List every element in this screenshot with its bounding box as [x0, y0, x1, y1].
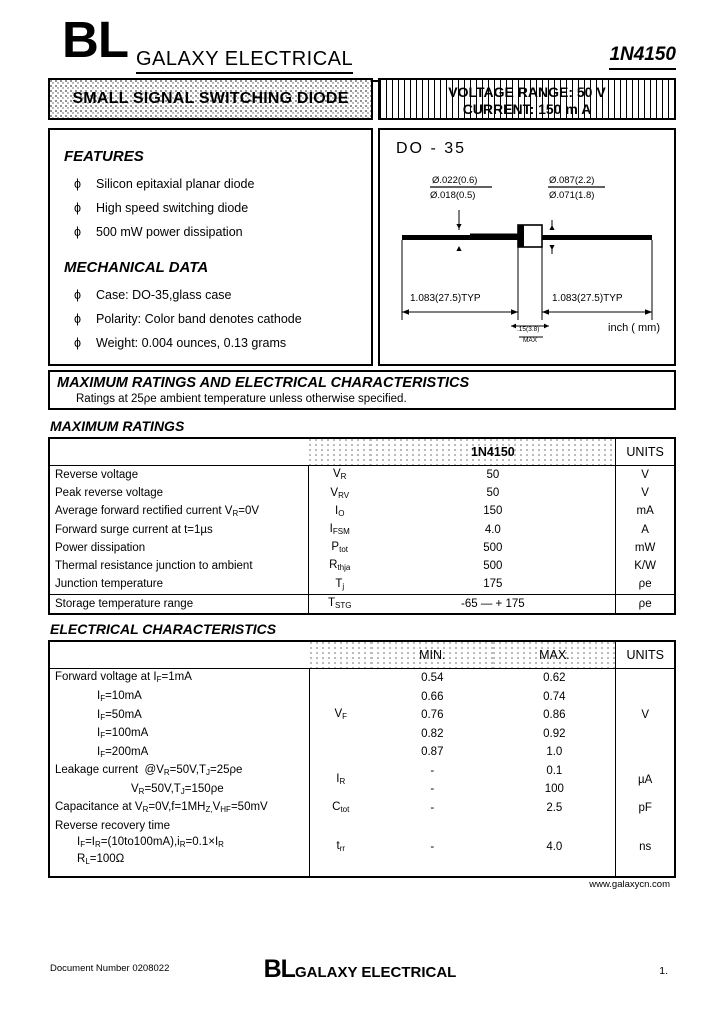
units-note: inch ( mm) — [608, 322, 660, 334]
lead-length-left: 1.083(27.5)TYP — [410, 293, 481, 304]
document-number: Document Number 0208022 — [50, 963, 170, 974]
c1b: =I — [85, 836, 96, 848]
symbol-sub: F — [342, 712, 348, 722]
symbol-base: V — [334, 708, 343, 721]
banner-title: MAXIMUM RATINGS AND ELECTRICAL CHARACTERISTICS — [57, 375, 470, 391]
bullet-icon: ϕ — [74, 288, 82, 302]
list-item — [72, 172, 254, 196]
table-row — [50, 465, 674, 484]
recovery-condition-2 — [55, 853, 309, 866]
symbol-base: I — [336, 773, 340, 786]
cond-sym: I — [97, 690, 101, 702]
row-unit: V — [616, 484, 674, 502]
row-symbol — [309, 575, 371, 594]
package-name: DO - 35 — [396, 140, 467, 157]
row-desc: Thermal resistance junction to ambient — [55, 559, 253, 572]
mechanical-text: Polarity: Color band denotes cathode — [96, 312, 302, 326]
row-symbol — [309, 465, 371, 484]
body-diameter-max: Ø.087(2.2) — [549, 175, 595, 186]
cond-sub: F — [100, 712, 106, 722]
row-min: 0.82 — [421, 727, 444, 740]
lead-length-right: 1.083(27.5)TYP — [552, 293, 623, 304]
cond-prefix: @V — [144, 764, 164, 777]
row-value: 4.0 — [484, 523, 501, 536]
table-row — [50, 539, 674, 557]
row-desc — [50, 761, 310, 780]
cond-prefix: V — [131, 782, 139, 795]
row-min: - — [430, 783, 435, 796]
row-value: 500 — [483, 541, 503, 554]
row-desc — [50, 780, 310, 799]
cond-sub2: J — [206, 768, 210, 778]
row-min: 0.76 — [421, 709, 444, 722]
features-list — [72, 172, 254, 244]
row-desc-sub3: HF — [220, 805, 231, 815]
row-max: 0.74 — [543, 690, 566, 703]
row-desc — [50, 706, 310, 725]
c2a: R — [77, 853, 86, 865]
header-part-number: 1N4150 — [370, 439, 615, 465]
row-value: 500 — [483, 559, 503, 572]
table-row — [50, 668, 674, 687]
row-value: 150 — [483, 505, 503, 518]
mechanical-list — [72, 283, 302, 355]
recovery-label: Reverse recovery time — [55, 820, 171, 832]
cond-value: =50mA — [105, 708, 142, 721]
row-unit: ns — [616, 817, 674, 876]
table-row — [50, 798, 674, 817]
c2s: L — [85, 857, 90, 866]
row-unit: ρe — [616, 594, 674, 613]
header-desc — [50, 439, 309, 465]
header-min: MIN. — [371, 642, 493, 668]
row-max: 0.62 — [493, 668, 616, 687]
row-unit: mA — [616, 502, 674, 520]
row-max: 1.0 — [546, 746, 563, 759]
row-desc-main: Leakage current — [55, 764, 139, 777]
table-row — [50, 761, 674, 780]
row-unit: K/W — [616, 557, 674, 575]
c1d: =0.1×I — [185, 836, 219, 848]
list-item — [72, 307, 302, 331]
symbol-base: T — [327, 597, 335, 610]
symbol-sub: RV — [338, 490, 350, 500]
row-desc-sub: R — [142, 805, 149, 815]
bl-logo: BL — [62, 11, 128, 68]
row-desc: Reverse voltage — [50, 465, 309, 484]
table-header-row — [50, 642, 674, 668]
feature-text: High speed switching diode — [96, 201, 249, 215]
page-header — [48, 11, 676, 74]
table-row — [50, 817, 674, 876]
row-max: 0.1 — [546, 764, 563, 777]
row-min: - — [430, 764, 435, 777]
row-desc — [50, 798, 310, 817]
table-row — [50, 502, 674, 520]
symbol-sub: tot — [339, 545, 348, 555]
row-desc-main: Capacitance at V — [55, 801, 143, 814]
cond-sub: R — [163, 768, 170, 778]
symbol-base: V — [330, 486, 339, 499]
symbol-sub: rr — [339, 844, 346, 853]
max-ratings-label: MAXIMUM RATINGS — [50, 418, 185, 434]
features-heading: FEATURES — [64, 148, 144, 165]
row-desc-mid2: V — [212, 801, 221, 814]
row-desc — [50, 724, 310, 743]
header-sym-filler — [310, 642, 372, 668]
row-unit: ρe — [616, 575, 674, 594]
row-max: 100 — [544, 783, 564, 796]
row-desc-mid: =0V,f=1MH — [148, 801, 206, 814]
table-row — [50, 484, 674, 502]
row-desc: Forward surge current at t=1µs — [55, 523, 213, 536]
footer-brand-name: GALAXY ELECTRICAL — [294, 964, 457, 981]
row-unit: mW — [616, 539, 674, 557]
bullet-icon: ϕ — [74, 177, 82, 191]
bullet-icon: ϕ — [74, 312, 82, 326]
row-unit: V — [616, 465, 674, 484]
electrical-characteristics-table — [48, 640, 676, 878]
current-text: CURRENT: 150 m A — [462, 101, 592, 117]
row-desc-tail: =50mV — [230, 801, 268, 814]
cond-sub2: J — [180, 786, 185, 796]
product-title: SMALL SIGNAL SWITCHING DIODE — [72, 90, 349, 107]
body-diameter-min: Ø.071(1.8) — [549, 190, 595, 201]
bullet-icon: ϕ — [74, 225, 82, 239]
row-desc — [50, 668, 310, 687]
mechanical-text: Case: DO-35,glass case — [96, 288, 232, 302]
row-symbol — [309, 502, 371, 520]
c1a: I — [77, 836, 81, 848]
cond-sym: I — [97, 708, 101, 721]
ratings-banner — [48, 370, 676, 410]
cond-value: =200mA — [105, 745, 149, 758]
row-desc — [50, 743, 310, 762]
symbol-sub: R — [340, 472, 347, 482]
c1s3: R — [179, 840, 186, 849]
c2b: =100Ω — [89, 853, 125, 865]
page-number: 1. — [659, 965, 668, 977]
company-brand: GALAXY ELECTRICAL — [136, 48, 353, 74]
row-symbol — [310, 817, 372, 876]
row-desc: Junction temperature — [55, 578, 164, 591]
row-desc-main: Forward voltage at I — [55, 671, 157, 684]
max-ratings-table — [48, 437, 676, 615]
row-desc-tail: =1mA — [161, 671, 192, 684]
row-value: 50 — [486, 487, 500, 500]
symbol-base: I — [335, 504, 339, 517]
symbol-sub: thja — [337, 563, 351, 573]
mechanical-heading: MECHANICAL DATA — [64, 259, 209, 276]
recovery-condition-1 — [55, 836, 309, 849]
header-units: UNITS — [616, 642, 674, 668]
cond-value: =100mA — [105, 727, 149, 740]
body-length-value: .15(3.8) — [517, 326, 540, 333]
row-min: 0.87 — [421, 746, 444, 759]
row-value: 50 — [370, 465, 615, 484]
symbol-sub: R — [339, 777, 346, 787]
row-max: 4.0 — [546, 840, 563, 853]
row-unit: V — [616, 668, 674, 761]
row-min: - — [430, 801, 435, 814]
cond-value: =10mA — [105, 690, 142, 702]
row-desc: Storage temperature range — [50, 594, 309, 613]
header-units: UNITS — [616, 439, 674, 465]
row-symbol — [310, 761, 372, 798]
mechanical-text: Weight: 0.004 ounces, 0.13 grams — [96, 336, 287, 350]
header-sym-filler — [309, 439, 371, 465]
symbol-base: t — [336, 840, 340, 852]
website-url[interactable]: www.galaxycn.com — [589, 879, 670, 890]
c1c: =(10to100mA),i — [100, 836, 180, 848]
row-value: -65 — + 175 — [370, 594, 615, 613]
row-desc-sub: F — [156, 675, 162, 685]
footer-brand — [0, 955, 720, 984]
row-desc — [50, 817, 310, 876]
part-number: 1N4150 — [609, 44, 676, 70]
list-item — [72, 220, 254, 244]
banner-subtitle: Ratings at 25ρe ambient temperature unless otherwise specified. — [76, 393, 407, 405]
row-symbol — [309, 539, 371, 557]
list-item — [72, 331, 302, 355]
symbol-sub: j — [342, 581, 345, 591]
row-max: 0.86 — [543, 709, 566, 722]
cond-tail: =150ρe — [184, 782, 224, 795]
lead-diameter-min: Ø.018(0.5) — [430, 190, 476, 201]
lead-diameter-max: Ø.022(0.6) — [432, 175, 478, 186]
row-symbol — [309, 520, 371, 538]
electrical-characteristics-label: ELECTRICAL CHARACTERISTICS — [50, 621, 277, 637]
package-drawing-panel — [378, 128, 676, 366]
rating-summary-box — [378, 78, 676, 120]
cond-sym: I — [97, 745, 101, 758]
row-symbol — [309, 594, 371, 613]
row-value: 175 — [483, 578, 503, 591]
row-symbol — [310, 668, 372, 761]
cond-sym: I — [97, 727, 101, 740]
symbol-sub: tot — [340, 805, 350, 815]
row-desc — [50, 687, 310, 706]
cond-tail: =25ρe — [210, 764, 243, 777]
row-max: 0.92 — [543, 727, 566, 740]
row-min: 0.66 — [421, 690, 444, 703]
row-desc-main: Average forward rectified current V — [55, 504, 233, 517]
table-row — [50, 594, 674, 613]
cond-mid: =50V,T — [169, 764, 206, 777]
cond-mid: =50V,T — [144, 782, 181, 795]
row-symbol — [310, 798, 372, 817]
features-panel — [48, 128, 373, 366]
row-min: - — [430, 840, 435, 853]
symbol-base: C — [332, 801, 341, 814]
list-item — [72, 196, 254, 220]
header-desc — [50, 642, 310, 668]
row-desc: Power dissipation — [55, 541, 146, 554]
row-symbol — [309, 557, 371, 575]
symbol-base: R — [329, 559, 338, 572]
c1s2: R — [95, 840, 101, 849]
row-desc — [50, 502, 309, 520]
row-symbol — [309, 484, 371, 502]
symbol-base: I — [329, 523, 333, 536]
bullet-icon: ϕ — [74, 336, 82, 350]
cond-sub: F — [100, 749, 106, 759]
row-desc-tail: =0V — [238, 504, 260, 517]
symbol-sub: FSM — [332, 527, 350, 537]
row-unit: µA — [616, 761, 674, 798]
feature-text: 500 mW power dissipation — [96, 225, 243, 239]
header-max: MAX. — [493, 642, 616, 668]
c1s1: F — [80, 840, 86, 849]
cond-sub: R — [138, 786, 145, 796]
table-row — [50, 520, 674, 538]
feature-text: Silicon epitaxial planar diode — [96, 177, 255, 191]
voltage-range-text: VOLTAGE RANGE: 50 V — [448, 84, 606, 100]
row-desc-sub: R — [232, 508, 239, 518]
row-unit: pF — [616, 798, 674, 817]
row-unit: A — [616, 520, 674, 538]
symbol-base: P — [331, 541, 340, 554]
symbol-sub: O — [338, 508, 345, 518]
table-header-row — [50, 439, 674, 465]
symbol-base: T — [335, 577, 343, 590]
product-title-box — [48, 78, 373, 120]
cond-sub: F — [100, 694, 106, 703]
body-length-qualifier: MAX — [523, 337, 538, 344]
c1s4: R — [218, 840, 224, 849]
symbol-sub: STG — [335, 601, 352, 611]
cond-sub: F — [100, 731, 106, 741]
row-desc-sub2: Z, — [205, 805, 213, 815]
footer-bl-logo: BL — [263, 955, 295, 983]
row-max: 2.5 — [546, 801, 563, 814]
symbol-base: V — [332, 468, 341, 481]
row-min: 0.54 — [371, 668, 493, 687]
table-row — [50, 575, 674, 594]
list-item — [72, 283, 302, 307]
bullet-icon: ϕ — [74, 201, 82, 215]
row-desc: Peak reverse voltage — [55, 487, 164, 500]
table-row — [50, 557, 674, 575]
